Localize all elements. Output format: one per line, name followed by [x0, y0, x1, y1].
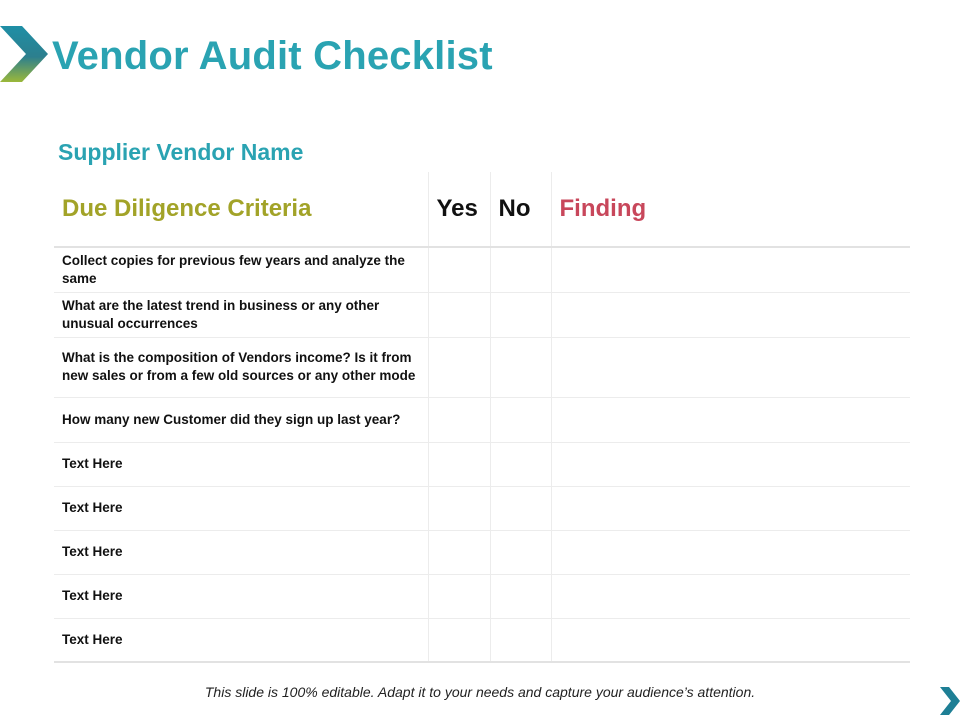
finding-cell[interactable] [551, 618, 910, 662]
subtitle: Supplier Vendor Name [58, 139, 304, 165]
yes-cell[interactable] [428, 530, 490, 574]
yes-cell[interactable] [428, 618, 490, 662]
finding-cell[interactable] [551, 337, 910, 397]
no-cell[interactable] [490, 337, 551, 397]
table-row [54, 618, 910, 662]
table-row [54, 530, 910, 574]
table-row [54, 574, 910, 618]
yes-cell[interactable] [428, 442, 490, 486]
table-row [54, 292, 910, 337]
criteria-cell: Text Here [54, 530, 428, 574]
finding-cell[interactable] [551, 442, 910, 486]
no-cell[interactable] [490, 442, 551, 486]
criteria-cell: Collect copies for previous few years and analyze the same [54, 247, 428, 292]
criteria-cell: How many new Customer did they sign up last year? [54, 397, 428, 442]
no-cell[interactable] [490, 397, 551, 442]
footer-note: This slide is 100% editable. Adapt it to your needs and capture your audience’s attention. [204, 684, 756, 700]
yes-cell[interactable] [428, 292, 490, 337]
criteria-cell: Text Here [54, 442, 428, 486]
finding-cell[interactable] [551, 530, 910, 574]
no-cell[interactable] [490, 618, 551, 662]
yes-cell[interactable] [428, 247, 490, 292]
corner-chevron-icon [940, 687, 960, 715]
table-row [54, 337, 910, 397]
table-row [54, 247, 910, 292]
table-row [54, 442, 910, 486]
table-header-row [54, 172, 910, 247]
yes-cell[interactable] [428, 486, 490, 530]
criteria-cell: Text Here [54, 574, 428, 618]
title-chevron-icon [0, 26, 48, 82]
criteria-cell: What are the latest trend in business or any other unusual occurrences [54, 292, 428, 337]
criteria-header: Due Diligence Criteria [54, 172, 428, 247]
page-title: Vendor Audit Checklist [52, 34, 493, 78]
table-row [54, 486, 910, 530]
finding-header: Finding [551, 172, 910, 247]
no-cell[interactable] [490, 486, 551, 530]
no-cell[interactable] [490, 574, 551, 618]
finding-cell[interactable] [551, 247, 910, 292]
audit-checklist-table [54, 172, 910, 663]
no-cell[interactable] [490, 530, 551, 574]
no-header: No [490, 172, 551, 247]
finding-cell[interactable] [551, 574, 910, 618]
finding-cell[interactable] [551, 486, 910, 530]
yes-cell[interactable] [428, 574, 490, 618]
criteria-cell: What is the composition of Vendors income? Is it from new sales or from a few old sources or any other mode [54, 337, 428, 397]
no-cell[interactable] [490, 247, 551, 292]
finding-cell[interactable] [551, 292, 910, 337]
criteria-cell: Text Here [54, 486, 428, 530]
table-row [54, 397, 910, 442]
criteria-cell: Text Here [54, 618, 428, 662]
yes-cell[interactable] [428, 337, 490, 397]
finding-cell[interactable] [551, 397, 910, 442]
yes-cell[interactable] [428, 397, 490, 442]
yes-header: Yes [428, 172, 490, 247]
no-cell[interactable] [490, 292, 551, 337]
